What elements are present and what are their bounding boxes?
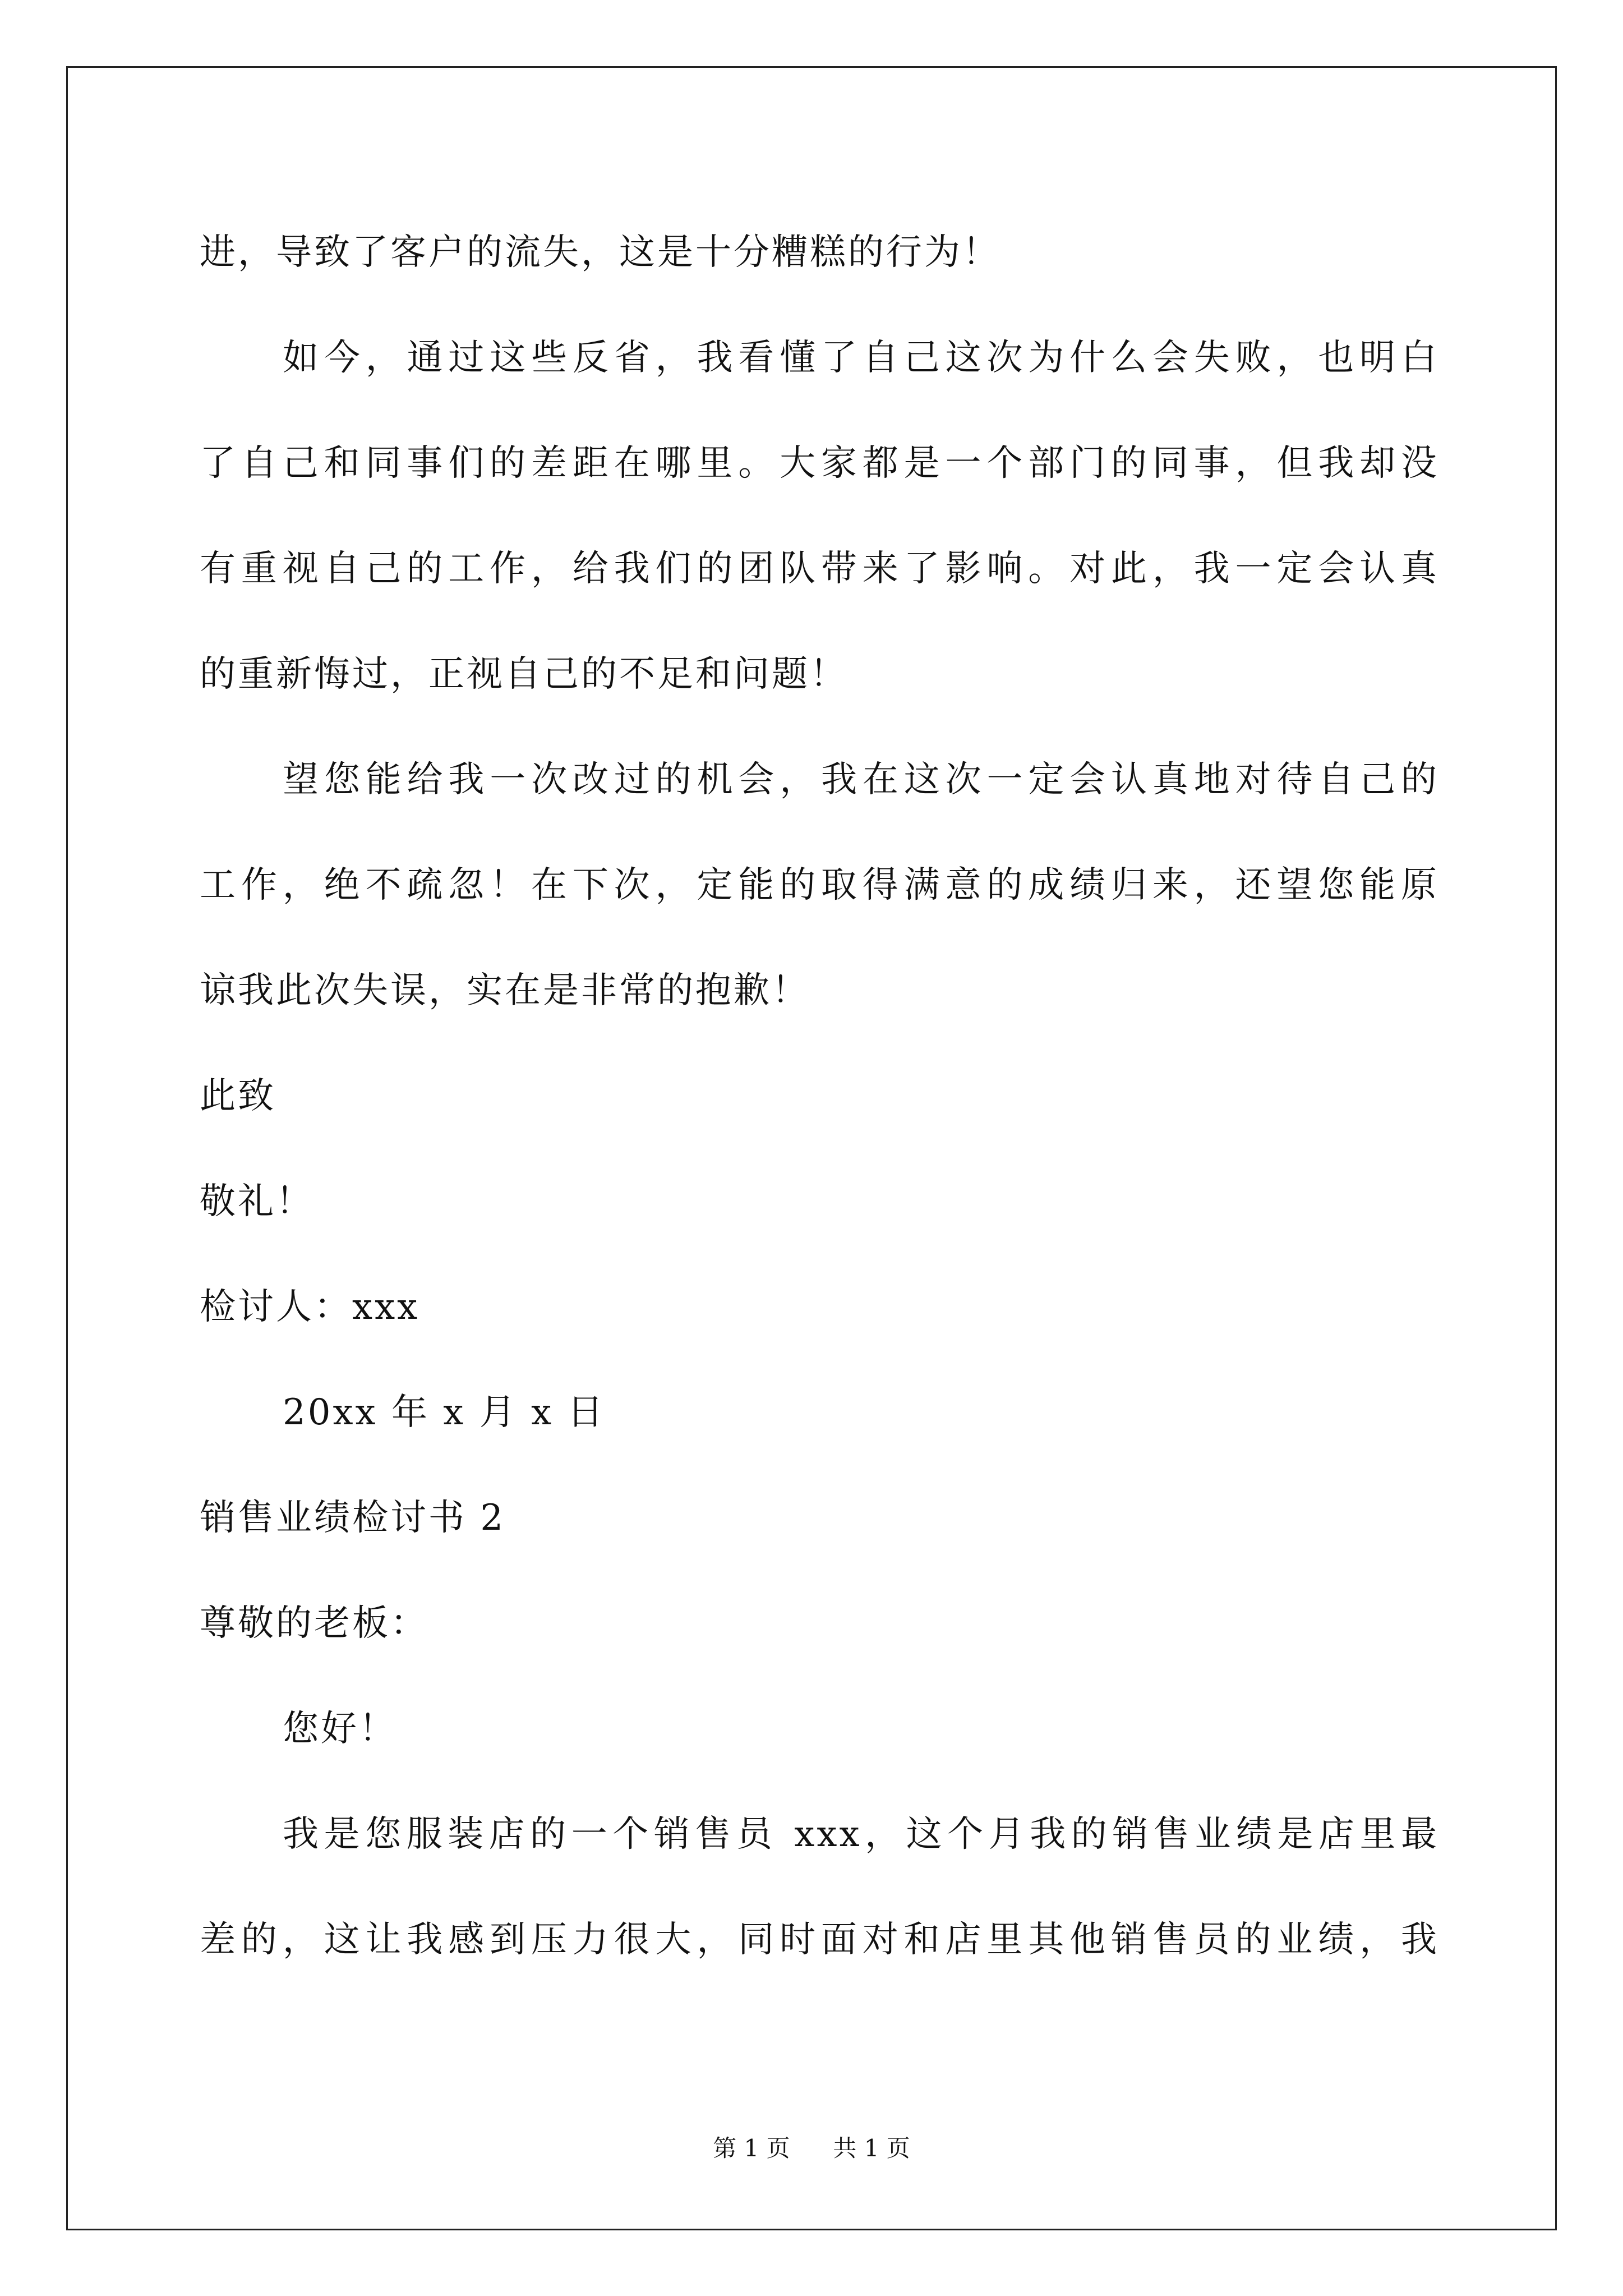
text-line: 望您能给我一次改过的机会，我在这次一定会认真地对待自己的 [283, 759, 1439, 800]
date-line: 20xx 年 x 月 x 日 [283, 1392, 606, 1433]
text-line: 差的，这让我感到压力很大，同时面对和店里其他销售员的业绩，我 [200, 1919, 1439, 1961]
closing-salutation: 此致 [200, 1075, 276, 1117]
closing-regards: 敬礼！ [200, 1181, 314, 1222]
text-line: 工作，绝不疏忽！在下次，定能的取得满意的成绩归来，还望您能原 [200, 864, 1439, 906]
text-line: 谅我此次失误，实在是非常的抱歉！ [200, 970, 810, 1011]
section-title: 销售业绩检讨书 2 [200, 1497, 506, 1539]
page-footer [0, 2132, 1623, 2165]
text-line: 了自己和同事们的差距在哪里。大家都是一个部门的同事，但我却没 [200, 443, 1439, 484]
text-line: 有重视自己的工作，给我们的团队带来了影响。对此，我一定会认真 [200, 548, 1439, 590]
text-line: 进，导致了客户的流失，这是十分糟糕的行为！ [200, 232, 1000, 273]
greeting-recipient: 尊敬的老板： [200, 1603, 428, 1644]
text-line: 的重新悔过，正视自己的不足和问题！ [200, 654, 848, 695]
greeting: 您好！ [283, 1708, 397, 1750]
page-number-total: 共 1 页 [833, 2134, 910, 2162]
signature-line: 检讨人：xxx [200, 1286, 420, 1328]
page-number-current: 第 1 页 [713, 2134, 790, 2162]
text-line: 我是您服装店的一个销售员 xxx，这个月我的销售业绩是店里最 [283, 1814, 1439, 1855]
page-border [66, 66, 1557, 2230]
text-line: 如今，通过这些反省，我看懂了自己这次为什么会失败，也明白 [283, 337, 1439, 379]
